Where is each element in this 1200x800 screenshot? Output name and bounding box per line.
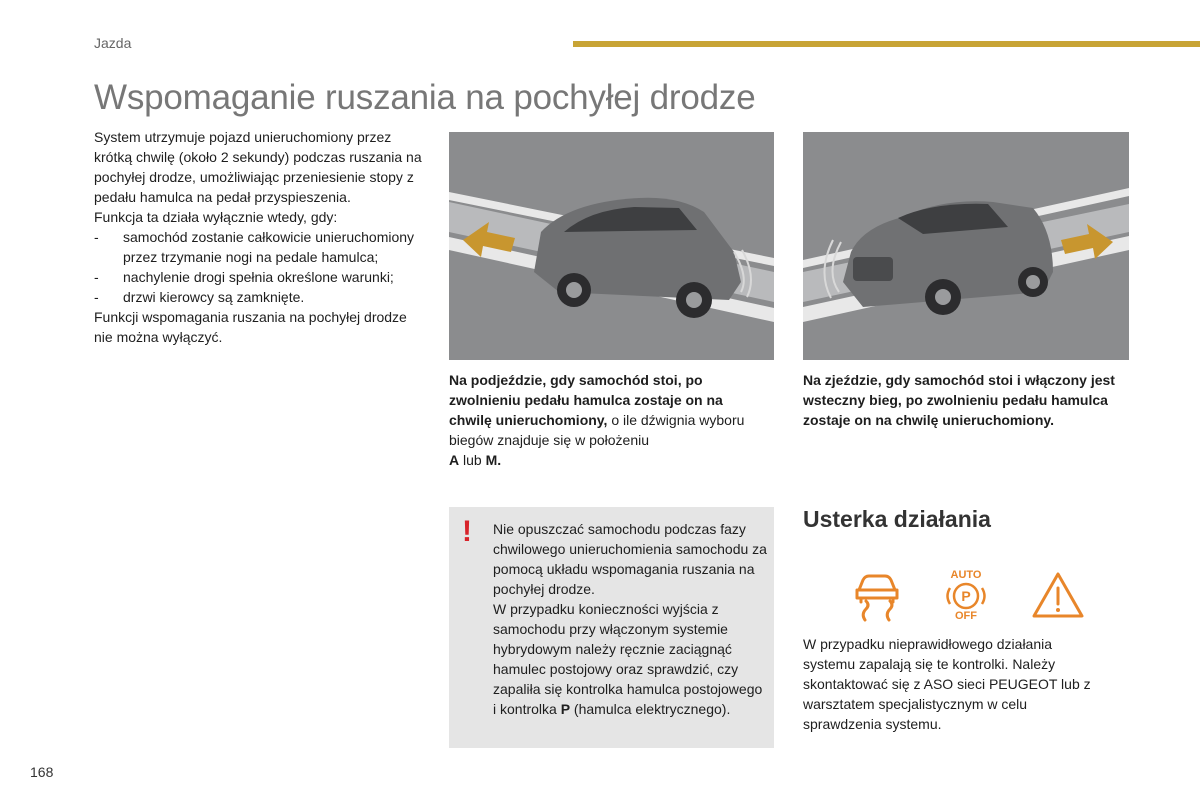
section-heading: Usterka działania [803,506,991,532]
gear-a-label: A [449,452,460,468]
caption-downhill-bold: Na zjeździe, gdy samochód stoi i włączony jest wsteczny bieg, po zwolnieniu pedału hamulca zostaje on na chwilę unieruchomiony. [803,372,1115,428]
parking-brake-p: P [560,701,571,717]
list-dash: - [94,229,99,245]
fault-description: W przypadku nieprawidłowego działania systemu zapalają się te kontrolki. Należy skontaktować się z ASO sieci PEUGEOT lub z warsztatem specjalistycznym w celu sprawdzenia systemu. [803,636,1091,732]
skid-car-icon [857,576,897,620]
caption-uphill [449,370,769,470]
list-dash: - [94,269,99,285]
warning-lights [853,568,1093,629]
caption-downhill [803,370,1133,430]
caption-or: lub [459,452,486,468]
page-number: 168 [30,764,54,780]
list-item: - nachylenie drogi spełnia określone warunki; [94,269,394,285]
intro-paragraph-2: Funkcja ta działa wyłącznie wtedy, gdy: [94,209,338,225]
list-item: - drzwi kierowcy są zamknięte. [94,289,305,305]
intro-text [94,127,424,347]
warning-triangle-icon [1034,574,1082,616]
header-accent-bar [573,41,1200,47]
warning-paragraph-2: W przypadku konieczności wyjścia z samochodu przy włączonym systemie hybrydowym należy ręcznie zaciągnąć hamulec postojowy oraz sprawdzić, czy zapaliła się kontrolka hamulca postojowego i kontrolka [493,601,763,717]
conditions-list [94,227,424,307]
auto-p-off-icon [948,569,985,622]
uphill-car-illustration [449,132,774,360]
caption-uphill-bold: Na podjeździe, gdy samochód stoi, po zwolnieniu pedału hamulca zostaje on na chwilę unieruchomiony, [449,372,723,428]
gear-m-label: M. [485,452,502,468]
downhill-car-illustration [803,132,1129,360]
list-item: - samochód zostanie całkowicie unieruchomiony przez trzymanie nogi na pedale hamulca; [94,229,415,265]
exclamation-icon: ! [462,515,472,548]
svg-text:OFF: OFF [955,610,977,622]
page-title: Wspomaganie ruszania na pochyłej drodze [94,78,756,117]
intro-paragraph-3: Funkcji wspomagania ruszania na pochyłej drodze nie można wyłączyć. [94,309,407,345]
svg-text:P: P [961,588,971,604]
running-header: Jazda [94,35,132,51]
list-dash: - [94,289,99,305]
warning-paragraph-1: Nie opuszczać samochodu podczas fazy chwilowego unieruchomienia samochodu za pomocą układu wspomagania ruszania na pochyłej drodze. [493,521,767,597]
warning-text: Nie opuszczać samochodu podczas fazy chwilowego unieruchomienia samochodu za pomocą układu wspomagania ruszania na pochyłej drodze. W przypadku konieczności wyjścia z samochodu przy włączonym systemie hybrydowym należy ręcznie zaciągnąć hamulec postojowy oraz sprawdzić, czy zapaliła się kontrolka hamulca postojowego i kontrolka P (hamulca elektrycznego). [493,521,767,717]
intro-paragraph-1: System utrzymuje pojazd unieruchomiony przez krótką chwilę (około 2 sekundy) podczas ruszania na pochyłej drodze, umożliwiając przeniesienie stopy z pedału hamulca na pedał przyspieszenia. [94,129,422,205]
caption-uphill-text: o ile dźwignia wyboru biegów znajduje się w położeniu [449,412,745,448]
svg-text:AUTO: AUTO [950,569,982,581]
